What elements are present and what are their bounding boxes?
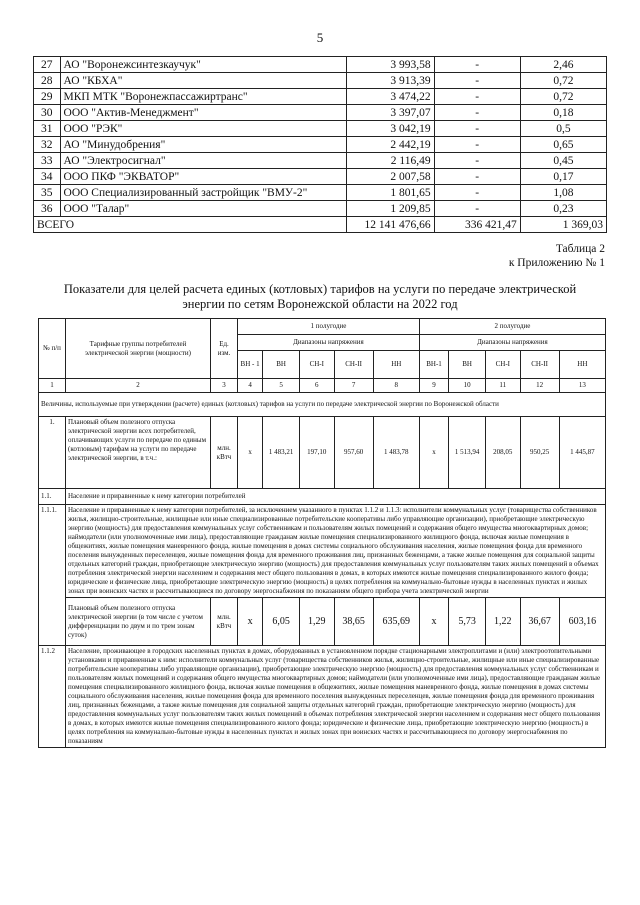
company-row [34,137,607,153]
row111-num: 1.1.1. [39,505,66,646]
value-3: 0,72 [520,89,606,105]
column-number: 5 [263,379,300,393]
total-row [34,217,607,233]
value-1: 3 913,39 [346,73,434,89]
company-name: АО "Электросигнал" [60,153,346,169]
row1-num: 1. [39,417,66,489]
company-row [34,73,607,89]
total-label: ВСЕГО [34,217,347,233]
voltage-level-header: СН-II [334,351,373,379]
row-number: 35 [34,185,61,201]
page-number: 5 [316,30,324,45]
column-number: 13 [559,379,605,393]
column-number: 6 [300,379,335,393]
value-3: 0,72 [520,73,606,89]
row11-num: 1.1. [39,489,66,505]
row111v-name: Плановый объем полезного отпуска электрической энергии (в том числе с учетом дифференциации по двум и по трем зонам суток) [66,598,211,646]
value-2: - [434,153,520,169]
voltage-level-header: ВН [263,351,300,379]
value-cell: 5,73 [449,598,486,646]
value-2: - [434,201,520,217]
row1-name: Плановый объем полезного отпуска электрической энергии всех потребителей, оплачивающих услуги по передаче по единым (котловым) тарифам на услуги по передаче электрической энергии, в т.ч.: [66,417,211,489]
column-number: 9 [419,379,448,393]
company-row [34,185,607,201]
value-2: - [434,105,520,121]
voltage-level-header: НН [373,351,419,379]
value-3: 0,5 [520,121,606,137]
document-title: Показатели для целей расчета единых (котловых) тарифов на услуги по передаче электрической энергии по сетям Воронежской области на 2022 год [63,282,577,311]
company-name: АО "Минудобрения" [60,137,346,153]
row111-text: Население и приравненные к нему категории потребителей, за исключением указанного в пунктах 1.1.2 и 1.1.3: исполнители коммунальных услуг (товарищества собственников жилья, жилищно-строительные, жилищные или иные специализированные потребительские кооперативы либо управляющие организации), приобретающие электрическую энергию (мощность) для предоставления коммунальных услуг собственникам и пользователям жилых помещений и содержания общего имущества многоквартирных домов; наймодатели (или уполномоченные ими лица), предоставляющие гражданам жилые помещения специализированного жилищного фонда, включая жилые помещения в общежитиях, жилые помещения маневренного фонда, жилые помещения в домах системы социального обслуживания населения, жилые помещения фонда для временного поселения вынужденных переселенцев, жилые помещения фонда для временного проживания лиц, признанных беженцами, а также жилые помещения для социальной защиты отдельных категорий граждан, приобретающие электрическую энергию (мощность) для предоставления коммунальных услуг пользователям таких жилых помещений в объемах потребления электрической энергии населением и содержания мест общего пользования в домах, в которых имеются жилые помещения специализированного жилого фонда; юридические и физические лица, приобретающие электрическую энергию (мощность) в целях потребления на коммунально-бытовые нужды в населенных пунктах и жилых зонах при воинских частях и рассчитывающиеся по договору энергоснабжения по показаниям общего прибора учета электрической энергии [66,505,606,598]
value-cell: 957,60 [334,417,373,489]
value-1: 2 116,49 [346,153,434,169]
header-half1: 1 полугодие [238,319,420,335]
value-3: 0,45 [520,153,606,169]
row1-unit: млн. кВтч [211,417,238,489]
row-number: 27 [34,57,61,73]
row-number: 29 [34,89,61,105]
value-2: - [434,137,520,153]
column-number: 12 [520,379,559,393]
column-number: 2 [66,379,211,393]
value-cell: 635,69 [373,598,419,646]
value-cell: 1 483,78 [373,417,419,489]
column-number: 10 [449,379,486,393]
company-name: АО "КБХА" [60,73,346,89]
row-number: 34 [34,169,61,185]
value-3: 0,17 [520,169,606,185]
top-table [33,56,607,233]
value-1: 1 801,65 [346,185,434,201]
company-name: ООО "РЭК" [60,121,346,137]
value-1: 3 397,07 [346,105,434,121]
row111v-unit: млн. кВтч [211,598,238,646]
value-1: 3 042,19 [346,121,434,137]
total-v2: 336 421,47 [434,217,520,233]
value-cell: 950,25 [520,417,559,489]
header-num: № п/п [39,319,66,379]
company-name: ООО ПКФ "ЭКВАТОР" [60,169,346,185]
total-v3: 1 369,03 [520,217,606,233]
company-row [34,57,607,73]
company-row [34,153,607,169]
company-row [34,105,607,121]
total-v1: 12 141 476,66 [346,217,434,233]
row-number: 36 [34,201,61,217]
row-number: 32 [34,137,61,153]
header-groups: Тарифные группы потребителей электрической энергии (мощности) [66,319,211,379]
voltage-level-header: НН [559,351,605,379]
row-number: 28 [34,73,61,89]
value-1: 3 993,58 [346,57,434,73]
company-row [34,169,607,185]
value-cell: x [419,417,448,489]
company-row [34,121,607,137]
column-number: 8 [373,379,419,393]
column-number: 1 [39,379,66,393]
value-cell: x [238,598,263,646]
row-number: 31 [34,121,61,137]
value-cell: 603,16 [559,598,605,646]
value-1: 2 442,19 [346,137,434,153]
row112-num: 1.1.2 [39,646,66,748]
voltage-level-header: ВН [449,351,486,379]
table-caption-2: к Приложению № 1 [508,257,605,269]
value-cell: 1 483,21 [263,417,300,489]
main-table [38,318,606,748]
row112-text: Население, проживающее в городских населенных пунктах в домах, оборудованных в установленном порядке стационарными электроплитами и (или) электроотопительными установками и приравненные к ним: исполнители коммунальных услуг (товарищества собственников жилья, жилищно-строительные, жилищные или иные специализированные потребительские кооперативы либо управляющие организации), приобретающие электрическую энергию (мощность) для предоставления коммунальных услуг собственникам и пользователям жилых помещений и содержания общего имущества многоквартирных домов; наймодатели (или уполномоченные ими лица), предоставляющие гражданам жилые помещения специализированного жилищного фонда, включая жилые помещения в общежитиях, жилые помещения маневренного фонда, жилые помещения в домах системы социального обслуживания населения, жилые помещения фонда для временного поселения вынужденных переселенцев, жилые помещения фонда для временного проживания лиц, признанных беженцами, а также жилые помещения для социальной защиты отдельных категорий граждан, приобретающие электрическую энергию (мощность) для предоставления коммунальных услуг пользователям таких жилых помещений в объемах потребления электрической энергии населением и содержания мест общего пользования в домах, в которых имеются жилые помещения специализированного жилого фонда; юридические и физические лица, приобретающие электрическую энергию (мощность) в целях потребления на коммунально-бытовые нужды в населенных пунктах и жилых зонах при воинских частях и рассчитывающиеся по договору энергоснабжения по показаниям [66,646,606,748]
value-cell: 197,10 [300,417,335,489]
voltage-level-header: СН-II [520,351,559,379]
value-3: 0,18 [520,105,606,121]
company-name: МКП МТК "Воронежпассажиртранс" [60,89,346,105]
value-cell: x [238,417,263,489]
value-3: 0,23 [520,201,606,217]
voltage-level-header: ВН - 1 [238,351,263,379]
row11-text: Население и приравненные к нему категории потребителей [66,489,606,505]
value-cell: 208,05 [486,417,521,489]
header-ranges-1: Диапазоны напряжения [238,335,420,351]
company-row [34,89,607,105]
value-cell: 1,22 [486,598,521,646]
voltage-level-header: СН-I [300,351,335,379]
value-cell: 1 445,87 [559,417,605,489]
value-2: - [434,89,520,105]
value-1: 1 209,85 [346,201,434,217]
value-3: 0,65 [520,137,606,153]
value-cell: 1,29 [300,598,335,646]
header-ranges-2: Диапазоны напряжения [419,335,605,351]
company-name: ООО Специализированный застройщик "ВМУ-2" [60,185,346,201]
row-number: 33 [34,153,61,169]
value-3: 2,46 [520,57,606,73]
section-values: Величины, используемые при утверждении (расчете) единых (котловых) тарифов на услуги по передаче электрической энергии по Воронежской области [39,393,606,417]
company-name: ООО "Актив-Менеджмент" [60,105,346,121]
company-name: ООО "Талар" [60,201,346,217]
company-name: АО "Воронежсинтезкаучук" [60,57,346,73]
voltage-level-header: СН-I [486,351,521,379]
value-cell: x [419,598,448,646]
value-cell: 38,65 [334,598,373,646]
value-1: 3 474,22 [346,89,434,105]
value-2: - [434,185,520,201]
value-1: 2 007,58 [346,169,434,185]
value-2: - [434,121,520,137]
voltage-level-header: ВН-1 [419,351,448,379]
value-2: - [434,169,520,185]
column-number: 4 [238,379,263,393]
value-2: - [434,57,520,73]
header-half2: 2 полугодие [419,319,605,335]
value-2: - [434,73,520,89]
value-cell: 1 513,94 [449,417,486,489]
row-number: 30 [34,105,61,121]
value-cell: 36,67 [520,598,559,646]
column-number: 7 [334,379,373,393]
header-unit: Ед. изм. [211,319,238,379]
value-3: 1,08 [520,185,606,201]
company-row [34,201,607,217]
value-cell: 6,05 [263,598,300,646]
column-number: 3 [211,379,238,393]
table-caption-1: Таблица 2 [555,243,605,255]
column-number: 11 [486,379,521,393]
